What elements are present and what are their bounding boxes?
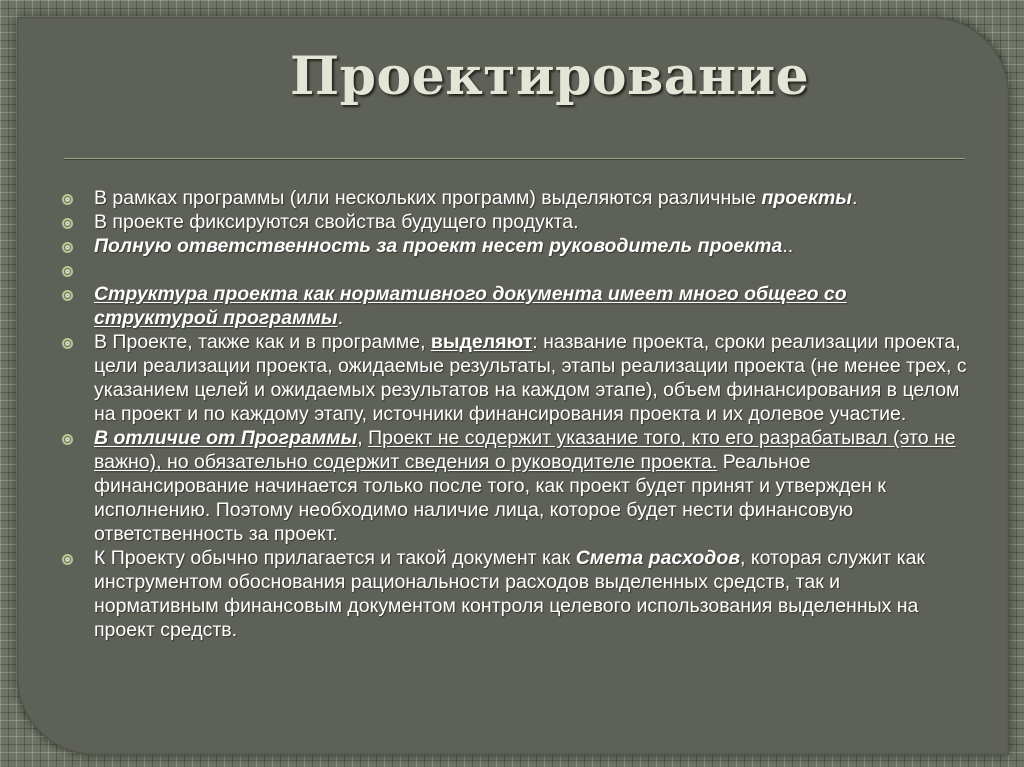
bullet-item: [62, 282, 970, 330]
bullet-item: [62, 330, 970, 426]
bullet-item-empty: [62, 258, 970, 282]
bullet-text: Структура проекта как нормативного документа имеет много общего со структурой программы.: [94, 283, 847, 329]
title-divider: [64, 158, 965, 159]
bullet-text: В отличие от Программы, Проект не содержит указание того, кто его разрабатывал (это не важно), но обязательно содержит сведения о руководителе проекта. Реальное финансирование начинается только после того, как проект будет принят и утвержден к исполнению. Поэтому необходимо наличие лица, которое будет нести финансовую ответственность за проект.: [94, 427, 956, 545]
bullet-text: К Проекту обычно прилагается и такой документ как Смета расходов, которая служит как инструментом обоснования рациональности расходов выделенных средств, так и нормативным финансовым документом контроля целевого использования выделенных на проект средств.: [94, 547, 925, 641]
bullet-item: [62, 426, 970, 546]
bullet-icon: [62, 266, 73, 277]
bullet-text: Полную ответственность за проект несет руководитель проекта..: [94, 235, 794, 257]
bullet-item: [62, 210, 970, 234]
bullet-text: В проекте фиксируются свойства будущего продукта.: [94, 211, 579, 233]
bullet-icon: [62, 338, 73, 349]
bullet-text: В рамках программы (или нескольких программ) выделяются различные проекты.: [94, 187, 858, 209]
bullet-icon: [62, 242, 73, 253]
bullet-list: [62, 186, 970, 642]
bullet-icon: [62, 194, 73, 205]
bullet-item: [62, 234, 970, 258]
slide-title: Проектирование: [290, 46, 810, 107]
bullet-item: [62, 546, 970, 642]
bullet-icon: [62, 554, 73, 565]
bullet-text: В Проекте, также как и в программе, выделяют: название проекта, сроки реализации проекта, цели реализации проекта, ожидаемые результаты, этапы реализации проекта (не менее трех, с указанием целей и ожидаемых результатов на каждом этапе), объем финансирования в целом на проект и по каждому этапу, источники финансирования проекта и их долевое участие.: [94, 331, 967, 425]
bullet-icon: [62, 434, 73, 445]
bullet-icon: [62, 290, 73, 301]
bullet-item: [62, 186, 970, 210]
bullet-icon: [62, 218, 73, 229]
